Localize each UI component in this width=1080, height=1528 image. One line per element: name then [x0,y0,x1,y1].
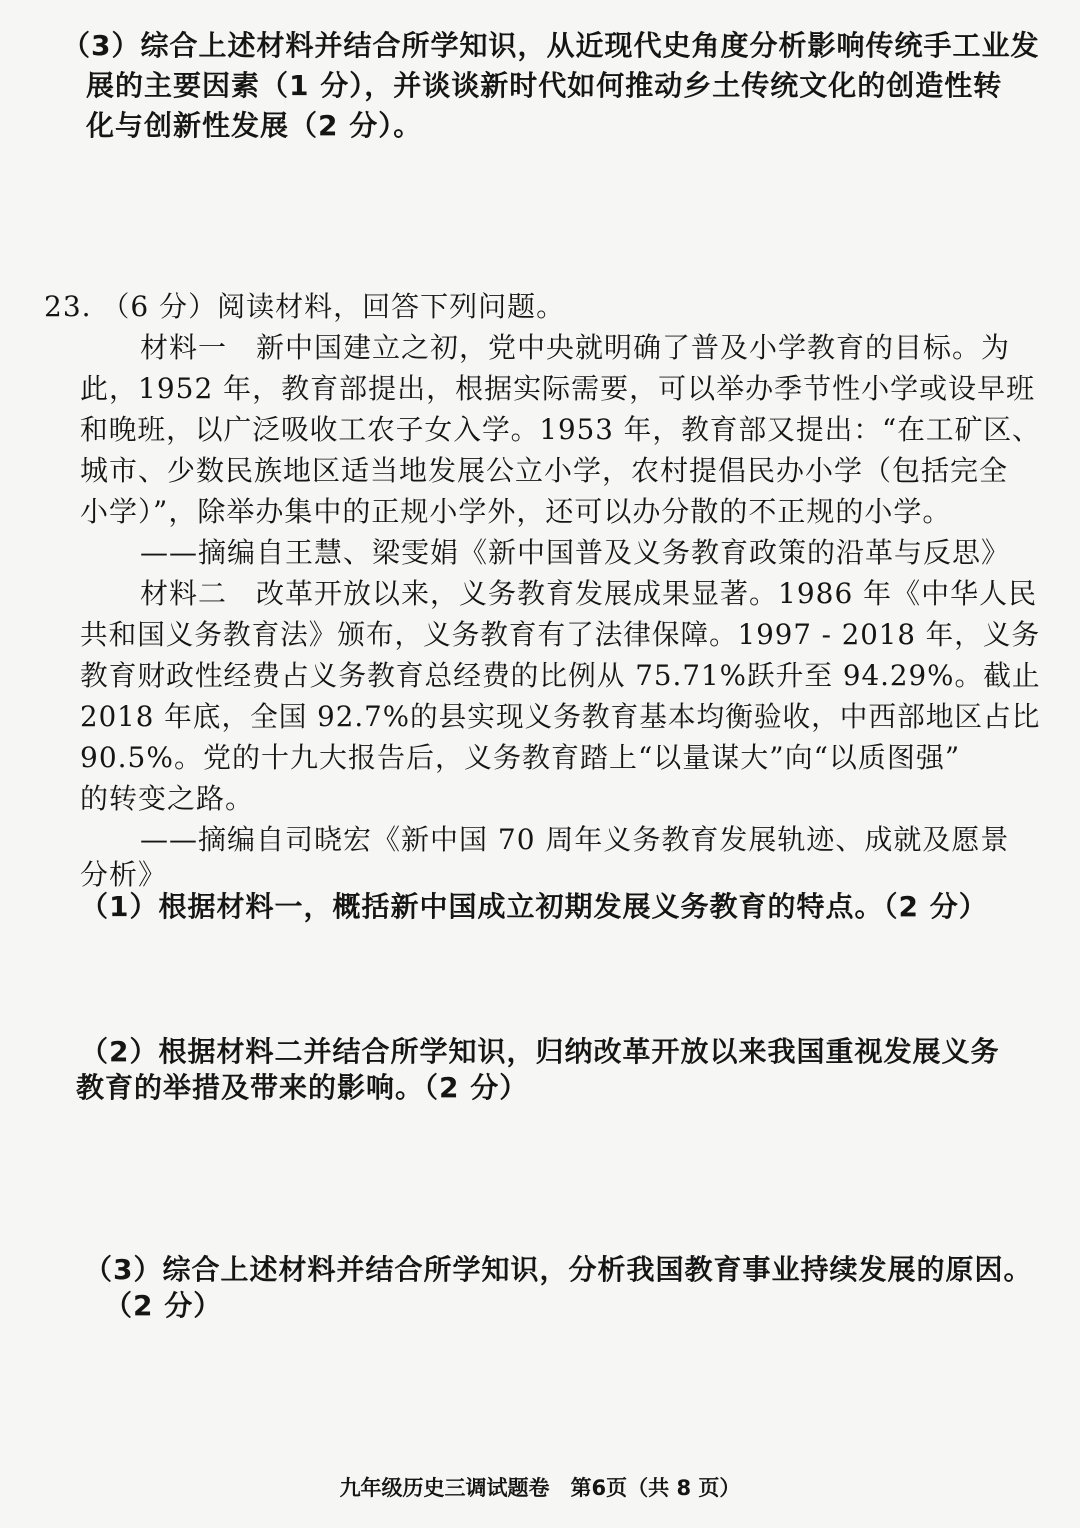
q23-sub2-line1: （2）根据材料二并结合所学知识，归纳改革开放以来我国重视发展义务 [80,1035,1000,1068]
q23-sub2-line2: 教育的举措及带来的影响。（2 分） [76,1071,529,1104]
q23-sub1: （1）根据材料一，概括新中国成立初期发展义务教育的特点。（2 分） [80,890,988,923]
material2-line4: 2018 年底，全国 92.7%的县实现义务教育基本均衡验收，中西部地区占比 [80,700,1041,733]
material1-line3: 和晚班，以广泛吸收工农子女入学。1953 年，教育部又提出：“在工矿区、 [80,413,1041,446]
material1-line4: 城市、少数民族地区适当地发展公立小学，农村提倡民办小学（包括完全 [80,454,1009,487]
q22-3-line3: 化与创新性发展（2 分）。 [86,109,423,142]
material2-line1: 材料二 改革开放以来，义务教育发展成果显著。1986 年《中华人民 [140,577,1038,610]
q22-3-line1: （3）综合上述材料并结合所学知识，从近现代史角度分析影响传统手工业发 [62,29,1040,62]
material2-line3: 教育财政性经费占义务教育总经费的比例从 75.71%跃升至 94.29%。截止 [80,659,1041,692]
material2-line2: 共和国义务教育法》颁布，义务教育有了法律保障。1997 - 2018 年，义务 [80,618,1041,651]
material1-line2: 此，1952 年，教育部提出，根据实际需要，可以举办季节性小学或设早班 [80,372,1036,405]
q23-sub3-line2: （2 分） [104,1289,223,1322]
material1-line1: 材料一 新中国建立之初，党中央就明确了普及小学教育的目标。为 [140,331,1011,364]
q22-3-line2: 展的主要因素（1 分），并谈谈新时代如何推动乡土传统文化的创造性转 [86,69,1003,102]
material2-line5: 90.5%。党的十九大报告后，义务教育踏上“以量谋大”向“以质图强” [80,741,961,774]
material2-source-cont: 分析》 [80,858,168,891]
material1-line5: 小学）”，除举办集中的正规小学外，还可以办分散的不正规的小学。 [80,495,952,528]
material2-line6: 的转变之路。 [80,782,255,815]
material1-source: ——摘编自王慧、梁雯娟《新中国普及义务教育政策的沿革与反思》 [140,536,1011,569]
material2-source: ——摘编自司晓宏《新中国 70 周年义务教育发展轨迹、成就及愿景 [140,823,1010,856]
q23-sub3-line1: （3）综合上述材料并结合所学知识，分析我国教育事业持续发展的原因。 [84,1253,1033,1286]
page-footer: 九年级历史三调试题卷 第6页（共 8 页） [339,1476,741,1500]
q23-header: 23. （6 分）阅读材料，回答下列问题。 [44,290,566,323]
